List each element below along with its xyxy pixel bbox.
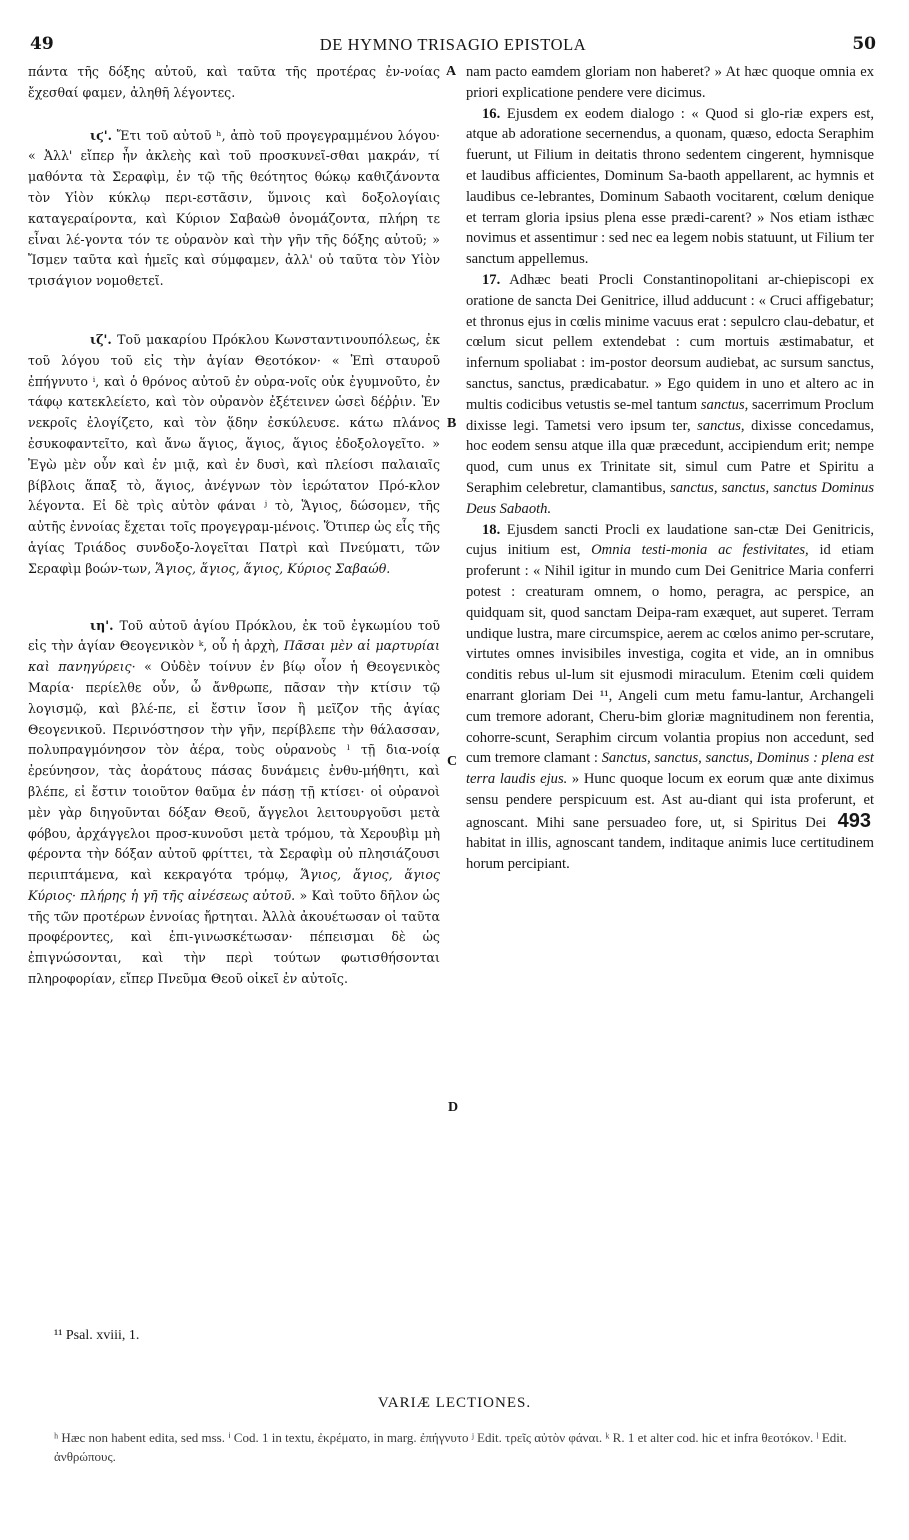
greek-paragraph-17 — [28, 330, 440, 580]
latin-italic-17c: sanctus, sanctus, sanctus Dominus Deus Sabaoth. — [466, 479, 874, 517]
variae-lectiones-heading: VARIÆ LECTIONES. — [377, 1395, 532, 1411]
latin-italic-17a: sanctus, — [700, 396, 749, 413]
margin-marker-c: C — [447, 754, 458, 769]
migne-page-marker: 493 — [837, 809, 871, 832]
greek-italic-17: Ἅγιος, ἅγιος, ἅγιος, Κύριος Σαβαώθ. — [155, 560, 391, 576]
margin-marker-a: A — [446, 64, 457, 79]
latin-paragraph-16 — [466, 104, 874, 270]
greek-italic-18b: Ἅγιος, ἅγιος, ἅγιος Κύριος· πλήρης ἡ γῆ τῆς αἰνέσεως αὐτοῦ. — [28, 867, 440, 903]
latin-text-18c: » Hunc quoque locum ex eorum quæ ante diximus sensu pendere perspicuum est. Ast au-diant qui ista proferunt, et agnoscant. Mihi sane persuadeo fore, ut, si Spiritus Dei — [466, 771, 874, 831]
latin-italic-18b: Sanctus, sanctus, sanctus, Dominus : plena est terra laudis ejus. — [466, 750, 874, 788]
page-number-left: 49 — [30, 34, 54, 54]
margin-marker-b: B — [447, 416, 457, 431]
footnote: ¹¹ Psal. xviii, 1. — [54, 1328, 140, 1343]
greek-section-number-17: ιζ'. — [90, 331, 112, 347]
latin-section-number-17: 17. — [482, 271, 501, 288]
greek-paragraph-18 — [28, 616, 440, 990]
variae-lectiones-notes: ʰ Hæc non habent edita, sed mss. ⁱ Cod. 1 in textu, ἐκρέματο, in marg. ἐπήγνυτο ʲ Edit. τρεῖς αὐτὸν φάναι. ᵏ R. 1 et alter cod. hic et infra θεοτόκον. ˡ Edit. ἀνθρώπους. — [54, 1430, 847, 1464]
latin-text-17c: dixisse concedamus, hoc eodem sensu atque illa quæ præcedunt, accipiendum erit; nempe quod, cum unus ex Trinitate sit, simul cum Patre et Spiritu a Seraphim celebretur, clamantibus, — [466, 417, 874, 496]
latin-italic-17b: sanctus, — [697, 417, 745, 434]
greek-text-18a: Τοῦ αὐτοῦ ἁγίου Πρόκλου, ἐκ τοῦ ἐγκωμίου τοῦ εἰς τὴν ἁγίαν Θεογενικὸν ᵏ, οὗ ἡ ἀρχὴ, — [28, 617, 440, 654]
latin-paragraph-18 — [466, 520, 874, 876]
greek-italic-18a: Πᾶσαι μὲν αἱ μαρτυρίαι καὶ πανηγύρεις· — [28, 638, 440, 675]
latin-text-17a: Adhæc beati Procli Constantinopolitani ar-chiepiscopi ex oratione de sancta Dei Genitrice, illud adducunt : « Cruci affigebatur; et thronus ejus in cœlis minime vacuus erat : sepulcro clau-debatur, et cœlum sicut pellem extendebat : cum mortuis æstimabatur, et infernum spoliabat : im-postor deorsum audiebat, ac sursum sanctus, sanctus, sanctus, prædicabatur. » Ego quidem in uno et altero ac in multis codicibus vetustis se-mel tantum — [466, 271, 874, 413]
latin-paragraph-intro: nam pacto eamdem gloriam non haberet? » At hæc quoque omnia ex priori explicatione pendere vere dicimus. — [466, 64, 874, 101]
greek-section-number-18: ιη'. — [90, 617, 114, 633]
greek-section-number-16: ιϛ'. — [90, 127, 113, 143]
latin-text-18a: Ejusdem sancti Procli ex laudatione san-ctæ Dei Genitricis, cujus initium est, — [466, 521, 874, 559]
latin-text-18d: habitat in illis, agnoscant tandem, inditaque animis luce certitudinem horum percipiant. — [466, 835, 874, 873]
greek-paragraph-intro: πάντα τῆς δόξης αὐτοῦ, καὶ ταῦτα τῆς προτέρας ἐν-νοίας ἔχεσθαί φαμεν, ἀληθῆ λέγοντες. — [28, 64, 440, 100]
latin-text-17b: sacerrimum Proclum dixisse legi. Tametsi vero ipsum ter, — [466, 396, 875, 434]
latin-column — [466, 62, 874, 875]
greek-column — [28, 62, 440, 990]
latin-text-18b: id etiam proferunt : « Nihil igitur in mundo cum Dei Genitrice Maria conferri potest : creaturam omnem, o homo, peragra, ac perspice, an quidquam sit, quod sanctam Deipa-ram exæquet, aut superet. Terram undique lustra, mare circumspice, aerem ac cœlos animo per-scrutare, virtutes omnes invisibiles investiga, cogita et vide, an in omnibus conditis rebus ul-lum sit ejusmodi miraculum. Etenim cœli quidem enarrant gloriam Dei ¹¹, Angeli cum metu famu-lantur, Archangeli cum tremore adorant, Cheru-bim gloriæ magnitudinem non ferentia, cohorre-scunt, Seraphim circum volantia propius non accedunt, sed cum tremore clamant : — [466, 542, 874, 767]
page-number-right: 50 — [852, 34, 876, 54]
latin-text-16: Ejusdem ex eodem dialogo : « Quod si glo-riæ expers est, atque ab adoratione secernendus, a quonam, quæso, edocta Seraphim fuerunt, ut Filium in deitatis throno sedentem cingerent, hymnisque et laudibus afficientes, Dominum Sa-baoth appellarent, ac hymnis et laudibus ce-lebrantes, Dominum Sabaoth vocitarent, cœlum denique et terram gloria ipsius plena esse prædi-carent? » Nos etiam isthæc novimus et assentimur : sed nec ea legem nobis statuunt, ut Filium ter sanctum appellemus. — [466, 105, 874, 268]
latin-section-number-18: 18. — [482, 521, 501, 538]
latin-italic-18a: Omnia testi-monia ac festivitates, — [591, 542, 809, 559]
latin-paragraph-17 — [466, 270, 874, 520]
greek-text-16: Ἔτι τοῦ αὐτοῦ ʰ, ἀπὸ τοῦ προγεγραμμένου λόγου· « Ἀλλ' εἴπερ ἦν ἀκλεὴς καὶ τοῦ προσκυνεῖ-σθαι μακράν, τί μαθόντα τὰ Σεραφὶμ, ἐν τῷ τῆς θεότητος θώκῳ καθιζάνοντα τὸν Υἱὸν κύκλῳ περι-εστᾶσιν, ὕμνοις καὶ δοξολογίαις καταγεραίροντα, καὶ Κύριον Σαβαὼθ ὀνομάζοντα, πλήρη τε εἶναι λέ-γοντα τόν τε οὐρανὸν καὶ τὴν γῆν τῆς δόξης αὐτοῦ; » Ἴσμεν ταῦτα καὶ ἡμεῖς καὶ σύμφαμεν, ἀλλ' οὐ ταῦτα τὸν Υἱὸν τρισάγιον νομοθετεῖ. — [28, 127, 440, 289]
margin-marker-d: D — [448, 1100, 459, 1115]
greek-text-18b: « Οὐδὲν τοίνυν ἐν βίῳ οἷον ἡ Θεογενικὸς Μαρία· περίελθε οὖν, ὦ ἄνθρωπε, πᾶσαν τὴν κτίσιν τῷ λογισμῷ, καὶ βλέ-πε, εἰ ἔστιν ἴσον ἢ μεῖζον τῆς ἁγίας Θεογενικοῦ. Περινόστησον τὴν γῆν, περίβλεπε τὴν θάλασσαν, πολυπραγμόνησον τὸν ἀέρα, τοὺς οὐρανοὺς ˡ τῇ δια-νοίᾳ ἐρεύνησον, τὰς ἀοράτους πάσας δυνάμεις ἐνθυ-μήθητι, καὶ βλέπε, εἰ ἔστιν τοιοῦτον θαῦμα ἐν πάσῃ τῇ κτίσει· οἱ οὐρανοὶ μὲν γὰρ διηγοῦνται δόξαν Θεοῦ, ἄγγελοι λειτουργοῦσι μετὰ φόβου, ἀρχάγγελοι προσ-κυνοῦσι μετὰ τρόμου, τὰ Χερουβὶμ μὴ φέροντα τὴν δόξαν αὐτοῦ φρίττει, τὰ Σεραφὶμ οὐ πλησιάζουσι περιιπτάμενα, καὶ κεκραγότα τρόμῳ, — [28, 659, 440, 883]
running-header — [30, 34, 876, 56]
page-title: DE HYMNO TRISAGIO EPISTOLA — [319, 35, 587, 54]
greek-paragraph-16 — [28, 126, 440, 292]
greek-text-18c: » Καὶ τοῦτο δῆλον ὡς τῆς τῶν προτέρων ἐννοίας ἤρτηται. Ἀλλὰ ἀκουέτωσαν οἱ ταῦτα προφέροντες, καὶ ἐπι-γινωσκέτωσαν· πέπεισμαι δὲ ὡς ἐπιγνώσονται, καὶ τὴν περὶ τούτων φωτισθήσονται πληροφορίαν, εἴπερ Πνεῦμα Θεοῦ οἰκεῖ ἐν αὐτοῖς. — [28, 887, 440, 987]
latin-section-number-16: 16. — [482, 105, 501, 122]
greek-text-17: Τοῦ μακαρίου Πρόκλου Κωνσταντινουπόλεως, ἐκ τοῦ λόγου τοῦ εἰς τὴν ἁγίαν Θεοτόκον· « Ἐπὶ σταυροῦ ἐπήγνυτο ⁱ, καὶ ὁ θρόνος αὐτοῦ ἐν οὐρα-νοῖς οὐκ ἐγυμνοῦτο, ἐν τάφῳ κατεκλείετο, καὶ τὸν οὐρανὸν ἐξέτεινεν ὡσεὶ δέῤῥιν. Ἐν νεκροῖς ἐλογίζετο, καὶ τὸν ᾅδην ἐσκύλευσε. κάτω πλάνος ἐσυκοφαντεῖτο, καὶ ἄνω ἅγιος, ἅγιος, ἅγιος ἐδοξολογεῖτο. » Ἐγὼ μὲν οὖν καὶ ἐν μιᾷ, καὶ ἐν δυσὶ, καὶ πλείοσι παλαιαῖς βίβλοις ἅπαξ τὸ, ἅγιος, ἀνέγνων τὸν ἱερώτατον Πρό-κλον λέγοντα. Εἰ δὲ τρὶς αὐτὸν φάναι ʲ τὸ, Ἅγιος, δώσομεν, τῆς αὐτῆς ἐννοίας ἔχεται τοῖς προγεγραμ-μένοις. Ὅτιπερ ὡς εἷς τῆς ἁγίας Τριάδος συνδοξο-λογεῖται Πατρὶ καὶ Πνεύματι, τῶν Σεραφὶμ βοών-των, — [28, 331, 440, 576]
